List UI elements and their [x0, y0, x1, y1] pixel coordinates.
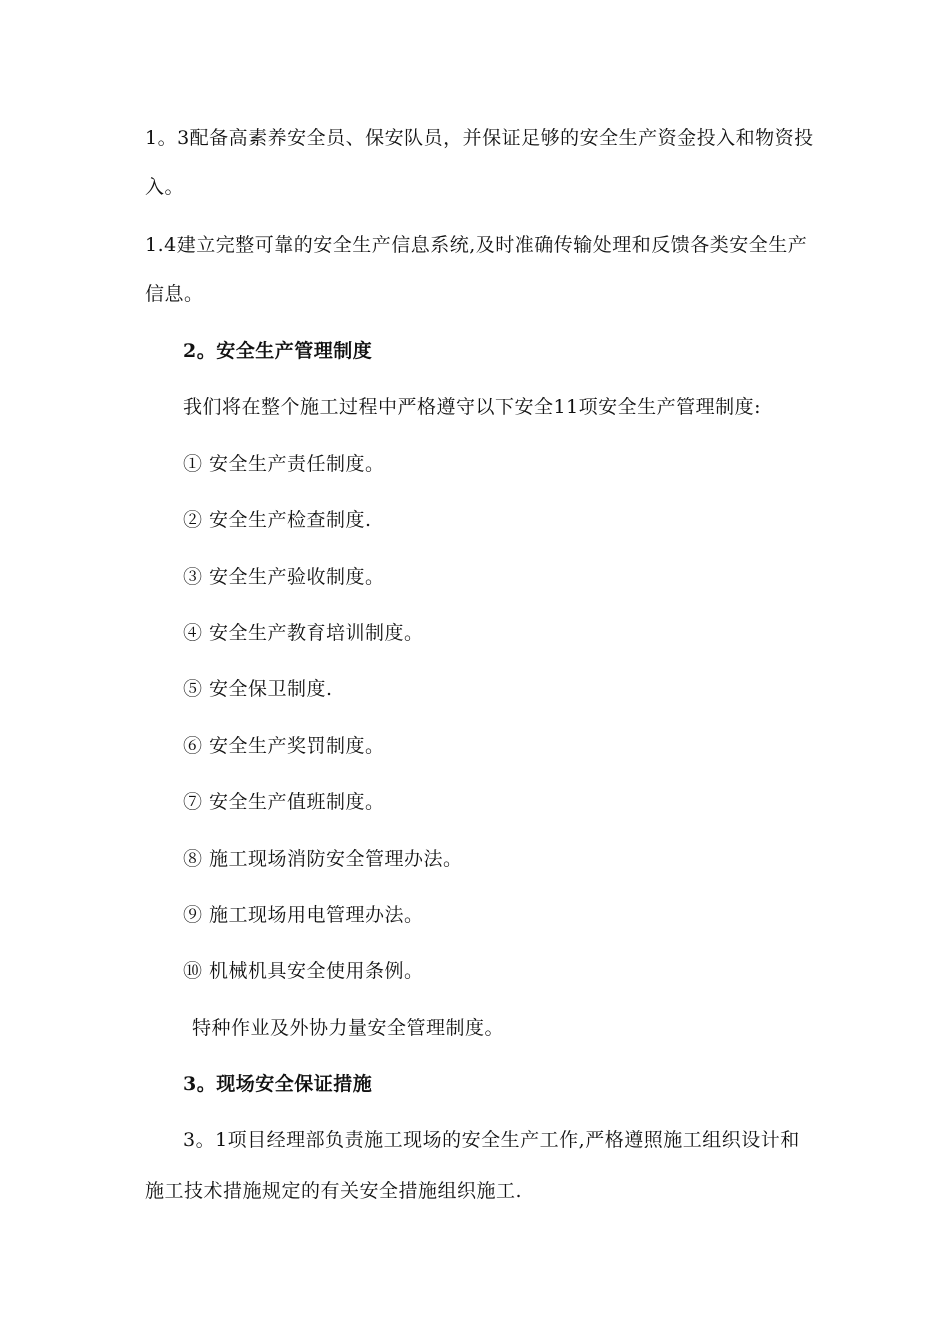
section-2-heading: 2。安全生产管理制度 — [183, 340, 373, 362]
list-item: ⑩ 机械机具安全使用条例。 — [183, 960, 424, 982]
section-3-heading: 3。现场安全保证措施 — [183, 1073, 373, 1095]
paragraph-1-4-line-2: 信息。 — [145, 283, 204, 305]
list-item: ① 安全生产责任制度。 — [183, 453, 385, 475]
list-item: ⑥ 安全生产奖罚制度。 — [183, 735, 385, 757]
list-item: ⑤ 安全保卫制度. — [183, 678, 333, 700]
paragraph-1-3-line-2: 入。 — [145, 176, 185, 198]
section-2-intro: 我们将在整个施工过程中严格遵守以下安全11项安全生产管理制度: — [183, 396, 762, 418]
paragraph-1-4-line-1: 1.4建立完整可靠的安全生产信息系统,及时准确传输处理和反馈各类安全生产 — [145, 234, 808, 256]
section-2-extra: 特种作业及外协力量安全管理制度。 — [192, 1017, 505, 1039]
list-item: ② 安全生产检查制度. — [183, 509, 372, 531]
paragraph-3-1-line-2: 施工技术措施规定的有关安全措施组织施工. — [145, 1180, 523, 1202]
paragraph-1-3-line-1: 1。3配备高素养安全员、保安队员，并保证足够的安全生产资金投入和物资投 — [145, 127, 814, 149]
list-item: ⑧ 施工现场消防安全管理办法。 — [183, 848, 463, 870]
paragraph-3-1-line-1: 3。1项目经理部负责施工现场的安全生产工作,严格遵照施工组织设计和 — [183, 1129, 800, 1151]
list-item: ③ 安全生产验收制度。 — [183, 566, 385, 588]
list-item: ④ 安全生产教育培训制度。 — [183, 622, 424, 644]
list-item: ⑦ 安全生产值班制度。 — [183, 791, 385, 813]
list-item: ⑨ 施工现场用电管理办法。 — [183, 904, 424, 926]
